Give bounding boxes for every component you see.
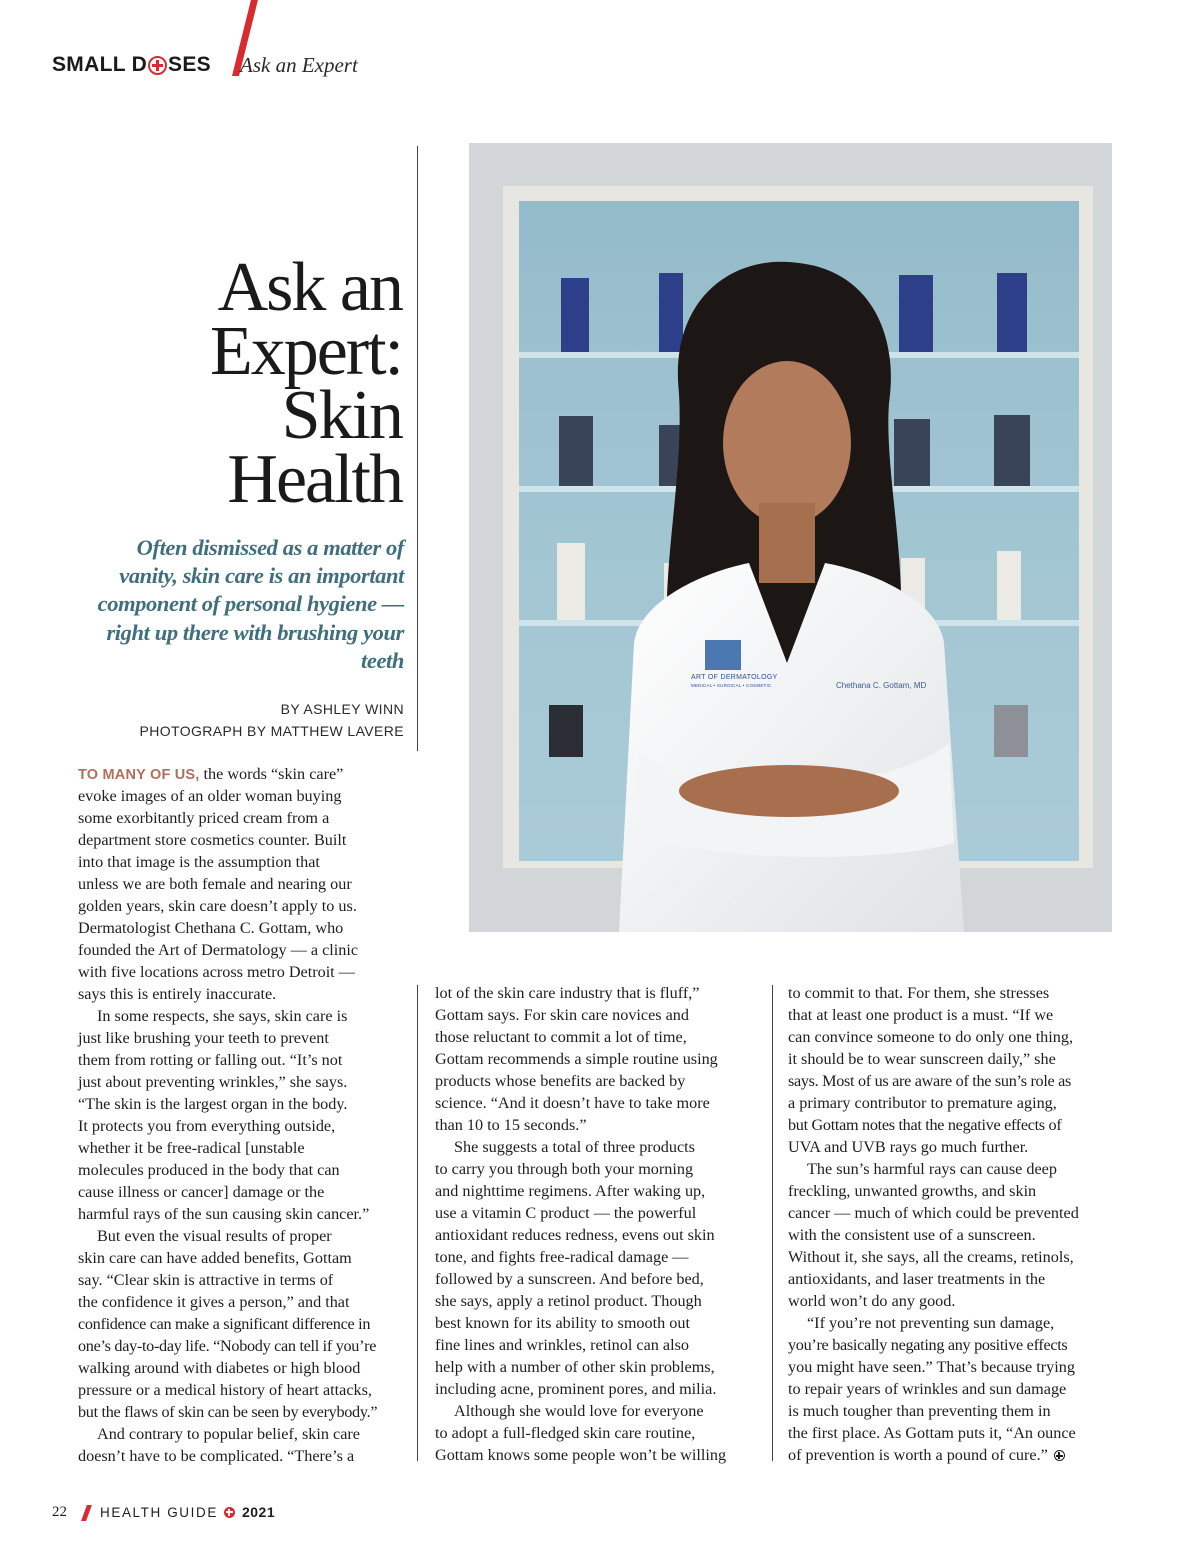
text-line: pressure or a medical history of heart attacks, [78,1381,372,1399]
text-line: to carry you through both your morning [435,1160,694,1178]
text-line: one’s day-to-day life. “Nobody can tell if you’re [78,1337,377,1355]
text-line: to commit to that. For them, she stresses [788,984,1050,1002]
publication-title: HEALTH GUIDE [100,1504,218,1520]
section-label-part-2: SES [168,53,211,76]
text-line: says. Most of us are aware of the sun’s role as [788,1072,1072,1090]
title-line: Ask an [217,249,402,326]
text-line: Although she would love for everyone [454,1402,704,1420]
article-deck: Often dismissed as a matter of vanity, skin care is an important component of personal hygiene — right up there with brushing your teeth [97,535,404,673]
text-line: Gottam knows some people won’t be willing [435,1446,727,1464]
text-line: doesn’t have to be complicated. “There’s a [78,1447,355,1465]
text-line: antioxidant reduces redness, evens out skin [435,1226,715,1244]
text-line: Without it, she says, all the creams, retinols, [788,1248,1074,1266]
publication-name [100,1504,275,1520]
text-line: golden years, skin care doesn’t apply to us. [78,897,357,915]
article-credits [100,698,404,742]
text-line: “The skin is the largest organ in the body. [78,1095,348,1113]
text-line: best known for its ability to smooth out [435,1314,690,1332]
text-line [788,1444,1118,1466]
text-line: say. “Clear skin is attractive in terms of [78,1271,334,1289]
text-line: the confidence it gives a person,” and that [78,1293,350,1311]
text-line: unless we are both female and nearing our [78,875,352,893]
text-line: says this is entirely inaccurate. [78,985,277,1003]
text-line: walking around with diabetes or high blood [78,1359,361,1377]
text-line: tone, and fights free-radical damage — [435,1248,689,1266]
text-line: is much tougher than preventing them in [788,1402,1051,1420]
section-label [52,53,211,77]
text-line: it should be to wear sunscreen daily,” she [788,1050,1056,1068]
article-title [60,249,402,518]
text-line: founded the Art of Dermatology — a clinic [78,941,359,959]
text-line: with five locations across metro Detroit — [78,963,355,981]
text-line: into that image is the assumption that [78,853,320,871]
byline: BY ASHLEY WINN [280,701,404,717]
end-mark-icon [1054,1450,1065,1461]
text-line: she says, apply a retinol product. Though [435,1292,702,1310]
text-line: just like brushing your teeth to prevent [78,1029,329,1047]
text-line: world won’t do any good. [788,1292,956,1310]
text-line: and nighttime regimens. After waking up, [435,1182,706,1200]
text-line: molecules produced in the body that can [78,1161,340,1179]
text-line: followed by a sunscreen. And before bed, [435,1270,704,1288]
text-line: antioxidants, and laser treatments in the [788,1270,1046,1288]
column-rule-title [417,146,418,751]
text-line: evoke images of an older woman buying [78,787,342,805]
text-line: whether it be free-radical [unstable [78,1139,305,1157]
text-line: Gottam recommends a simple routine using [435,1050,718,1068]
text-line: those reluctant to commit a lot of time, [435,1028,687,1046]
footer-slash-mark [81,1505,92,1521]
text-line: skin care can have added benefits, Gottam [78,1249,352,1267]
text-line: use a vitamin C product — the powerful [435,1204,697,1222]
body-column-2 [435,982,765,1466]
text-line: help with a number of other skin problems, [435,1358,715,1376]
text-line: But even the visual results of proper [97,1227,332,1245]
text-line: than 10 to 15 seconds.” [435,1116,587,1134]
coat-logo-subtext: MEDICAL • SURGICAL • COSMETIC [691,683,772,688]
section-label-part-1: SMALL D [52,53,148,76]
text-line: In some respects, she says, skin care is [97,1007,348,1025]
text-line: She suggests a total of three products [454,1138,695,1156]
page-number: 22 [52,1504,67,1520]
text-line: department store cosmetics counter. Built [78,831,347,849]
coat-embroidered-name: Chethana C. Gottam, MD [836,681,927,690]
text-line: confidence can make a significant difference in [78,1315,371,1333]
lead-in: TO MANY OF US, [78,767,200,783]
text-line: them from rotting or falling out. “It’s not [78,1051,343,1069]
text-line: science. “And it doesn’t have to take more [435,1094,710,1112]
text-line: that at least one product is a must. “If we [788,1006,1054,1024]
text-line: you might have seen.” That’s because trying [788,1358,1075,1376]
text-line: fine lines and wrinkles, retinol can also [435,1336,689,1354]
text-line: can convince someone to do only one thing, [788,1028,1074,1046]
text-line: products whose benefits are backed by [435,1072,686,1090]
text-line: some exorbitantly priced cream from a [78,809,330,827]
text-line: lot of the skin care industry that is fluff,” [435,984,700,1002]
title-line: Expert: [209,313,402,390]
text-line: but the flaws of skin can be seen by everybody.” [78,1403,378,1421]
text-line: The sun’s harmful rays can cause deep [807,1160,1057,1178]
coat-logo-text: ART OF DERMATOLOGY [691,674,778,681]
lead-text: the words “skin care” [199,765,344,783]
text-line: Gottam says. For skin care novices and [435,1006,689,1024]
body-column-1 [78,763,408,1467]
photo-credit: PHOTOGRAPH BY MATTHEW LAVERE [139,723,404,739]
closing-text: of prevention is worth a pound of cure.” [788,1446,1048,1464]
text-line: to adopt a full-fledged skin care routine, [435,1424,696,1442]
text-line: but Gottam notes that the negative effects of [788,1116,1062,1134]
text-line: harmful rays of the sun causing skin cancer.” [78,1205,370,1223]
medical-cross-icon [224,1507,235,1518]
text-line: with the consistent use of a sunscreen. [788,1226,1036,1244]
medical-cross-icon [148,56,167,75]
text-line: And contrary to popular belief, skin care [97,1425,360,1443]
title-line: Skin [281,377,402,454]
portrait-illustration [469,143,1112,932]
text-line: a primary contributor to premature aging, [788,1094,1057,1112]
title-line: Health [227,441,402,518]
text-line: It protects you from everything outside, [78,1117,336,1135]
text-line: to repair years of wrinkles and sun damage [788,1380,1067,1398]
publication-year: 2021 [241,1504,276,1520]
text-line: “If you’re not preventing sun damage, [807,1314,1055,1332]
text-line: cancer — much of which could be prevented [788,1204,1079,1222]
subsection-label: Ask an Expert [240,53,358,77]
text-line: just about preventing wrinkles,” she says. [78,1073,348,1091]
column-rule-1 [417,985,418,1461]
text-line: cause illness or cancer] damage or the [78,1183,325,1201]
text-line: you’re basically negating any positive effects [788,1336,1068,1354]
column-rule-2 [772,985,773,1461]
text-line: Dermatologist Chethana C. Gottam, who [78,919,344,937]
text-line: including acne, prominent pores, and milia. [435,1380,717,1398]
text-line [78,763,408,785]
body-column-3 [788,982,1118,1466]
text-line: freckling, unwanted growths, and skin [788,1182,1037,1200]
dermatologist-portrait-photo [469,143,1112,932]
text-line: UVA and UVB rays go much further. [788,1138,1029,1156]
text-line: the first place. As Gottam puts it, “An ounce [788,1424,1076,1442]
